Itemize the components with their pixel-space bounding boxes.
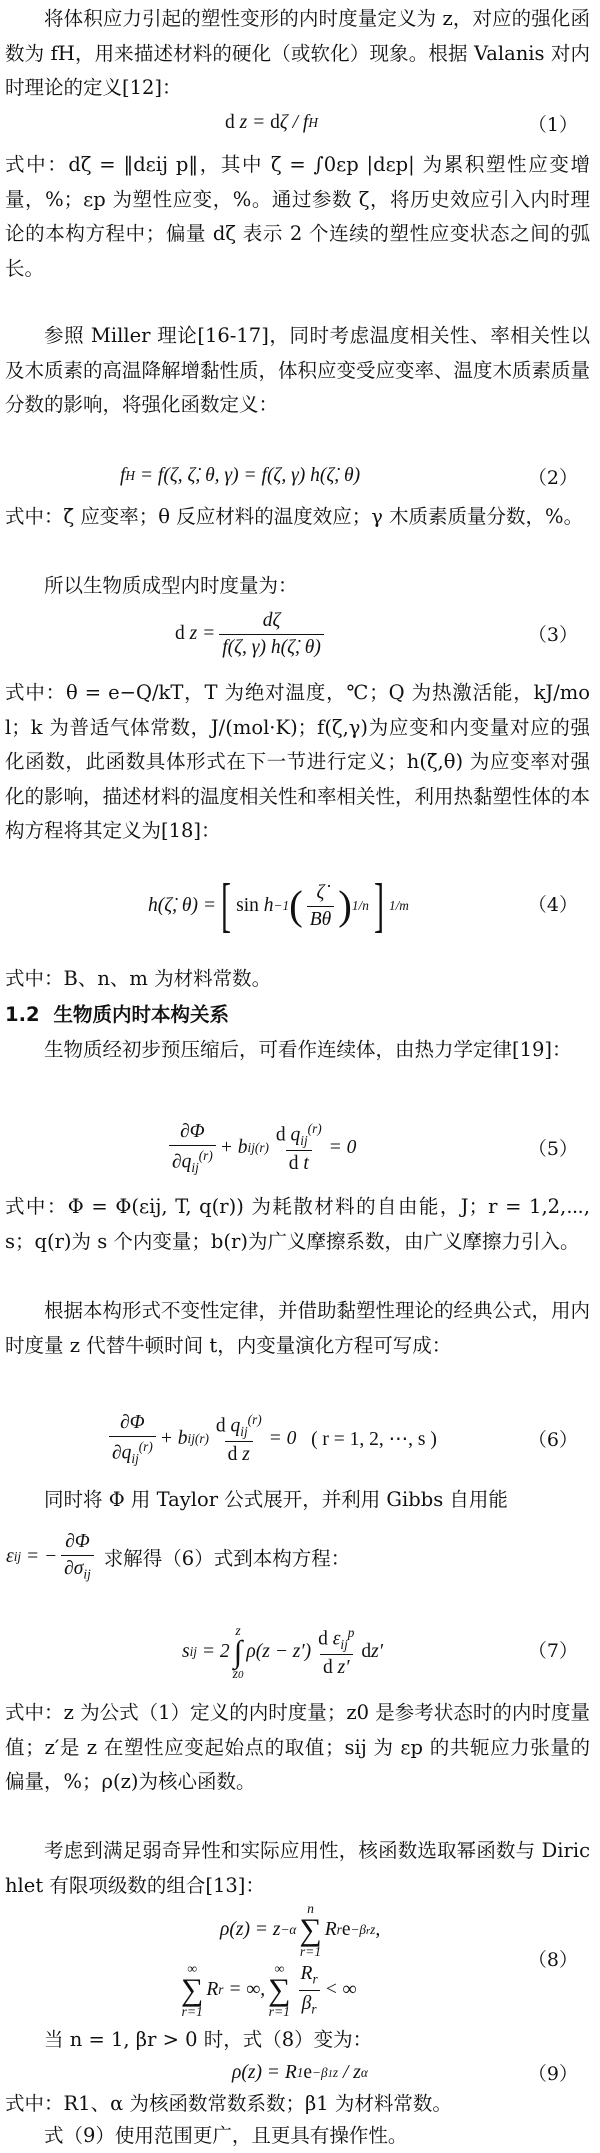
paragraph-free-energy: 式中：Φ = Φ(εij, T, q(r)) 为耗散材料的自由能，J；r = 1,2,⋯,s；q(r)为 s 个内变量；b(r)为广义摩擦系数，由广义摩擦力引入。 bbox=[5, 1195, 590, 1253]
equation-3-number: （3） bbox=[527, 624, 578, 646]
paragraph-kernel-constants: 式中：R1、α 为核函数常数系数；β1 为材料常数。 bbox=[5, 2092, 452, 2115]
paragraph-invariance: 根据本构形式不变性定律，并借助黏塑性理论的经典公式，用内时度量 z 代替牛顿时间 t，内变量演化方程可写成： bbox=[5, 1299, 591, 1357]
equation-2-number: （2） bbox=[527, 467, 578, 489]
paragraph-conclusion: 式（9）使用范围更广，且更具有操作性。 bbox=[44, 2124, 408, 2147]
equation-6-range: ( r = 1, 2, ⋯, s ) bbox=[311, 1429, 437, 1450]
equation-5-number: （5） bbox=[527, 1138, 578, 1160]
equation-4: h(ζ̇, θ) = [ sin h −1 ( $\frac{\zetȧ}{B\theta}$ ) 1/n ] 1/m （4） bbox=[148, 871, 578, 939]
equation-1: d z = d ζ / f H （1） bbox=[225, 112, 578, 136]
paragraph-taylor: 同时将 Φ 用 Taylor 公式展开，并利用 Gibbs 自用能 bbox=[44, 1488, 508, 1511]
section-title: 生物质内时本构关系 bbox=[53, 1003, 230, 1026]
equation-6: $\frac{\partial\Phi}{\partial q_{ij}^{(r)}}$ + b ij (r) $\frac{d q_{ij}^{(r)}}{\text{d z}}$ = 0 ( r = 1, 2, ⋯, s ) （6） bbox=[0, 1398, 600, 1480]
paragraph-strain-rate: 式中：ζ̇ 应变率；θ 反应材料的温度效应；γ 木质素质量分数，%。 bbox=[5, 505, 584, 528]
equation-7: s ij = 2 z ∫ z0 ρ(z − z′) $\frac{d \varepsilon_{ij}^p}{\text{d z′}}$ d z′ （7） bbox=[182, 1622, 578, 1682]
paragraph-kernel-choice: 考虑到满足弱奇异性和实际应用性，核函数选取幂函数与 Dirichlet 有限项级数的组合[13]： bbox=[5, 1839, 590, 1897]
equation-gibbs: ε ij = − $\frac{\partial\Phi}{\partial\sigma_{ij}}$ 求解得（6）式到本构方程： bbox=[6, 1531, 351, 1582]
equation-9-number: （9） bbox=[527, 2063, 578, 2085]
paragraph-zeta-definition: 式中：dζ = ‖dεij p‖，其中 ζ = ∫0εp |dεp| 为累积塑性应变增量，%；εp 为塑性应变，%。通过参数 ζ，将历史效应引入内时理论的本构方程中；偏量 dζ 表示 2 个连续的塑性应变状态之间的弧长。 bbox=[5, 153, 590, 280]
equation-6-number: （6） bbox=[527, 1429, 578, 1451]
equation-4-number: （4） bbox=[527, 894, 578, 916]
paragraph-intrinsic-time: 所以生物质成型内时度量为： bbox=[44, 574, 298, 597]
paragraph-miller-theory: 参照 Miller 理论[16-17]，同时考虑温度相关性、率相关性以及木质素的高温降解增黏性质，体积应变受应变率、温度木质素质量分数的影响，将强化函数定义： bbox=[5, 324, 591, 416]
section-number: 1.2 bbox=[5, 1003, 40, 1026]
equation-9: ρ(z) = R 1 e −β1z / z α （9） bbox=[0, 2055, 600, 2091]
equation-1-number: （1） bbox=[527, 114, 578, 136]
paragraph-special-case: 当 n = 1, βr > 0 时，式（8）变为： bbox=[44, 2028, 373, 2051]
paragraph-theta-definition: 式中：θ = e−Q/kT，T 为绝对温度，℃；Q 为热激活能，kJ/mol；k 为普适气体常数，J/(mol·K)；f(ζ,γ)为应变和内变量对应的强化函数，此函数具体形式在下一节进行定义；h(ζ̇,θ) 为应变率对强化的影响，描述材料的温度相关性和率相关性，利用热黏塑性体的本构方程将其定义为[18]： bbox=[5, 681, 591, 842]
paragraph-thermodynamics: 生物质经初步预压缩后，可看作连续体，由热力学定律[19]： bbox=[44, 1038, 572, 1061]
equation-3: d z = $\frac{d\zeta}{f(\zeta, \gamma) h(\zetȧ, \theta)}$ （3） bbox=[175, 609, 578, 658]
paragraph-intro: 将体积应力引起的塑性变形的内时度量定义为 z，对应的强化函数为 fH，用来描述材料的硬化（或软化）现象。根据 Valanis 对内时理论的定义[12]： bbox=[5, 7, 590, 99]
paragraph-gibbs-tail: 求解得（6）式到本构方程： bbox=[103, 1547, 351, 1570]
equation-8: ρ(z) = z −α n ∑ r=1 R r e −βrz , ∞ ∑ r=1 R r = ∞, ∞ ∑ r=1 $\frac{R_r}{\beta_r}$ < ∞ （8） bbox=[181, 1900, 578, 2020]
equation-8-number: （8） bbox=[527, 1949, 578, 1971]
equation-5: $\frac{\partial\Phi}{\partial q_{ij}^{(r)}}$ + b ij (r) $\frac{d q_{ij}^{(r)}}{\text{d t}}$ = 0 （5） bbox=[0, 1108, 600, 1188]
section-heading bbox=[5, 998, 229, 1032]
equation-7-number: （7） bbox=[527, 1640, 578, 1662]
paragraph-kernel-definition: 式中：z 为公式（1）定义的内时度量；z0 是参考状态时的内时度量值；z′是 z 在塑性应变起始点的取值；sij 为 εp 的共轭应力张量的偏量，%；ρ(z)为核心函数。 bbox=[5, 1701, 590, 1793]
equation-2: f H = f(ζ, ζ̇, θ, γ) = f(ζ, γ) h(ζ̇, θ) （2） bbox=[120, 465, 578, 489]
paragraph-material-constants: 式中：B、n、m 为材料常数。 bbox=[5, 967, 272, 990]
